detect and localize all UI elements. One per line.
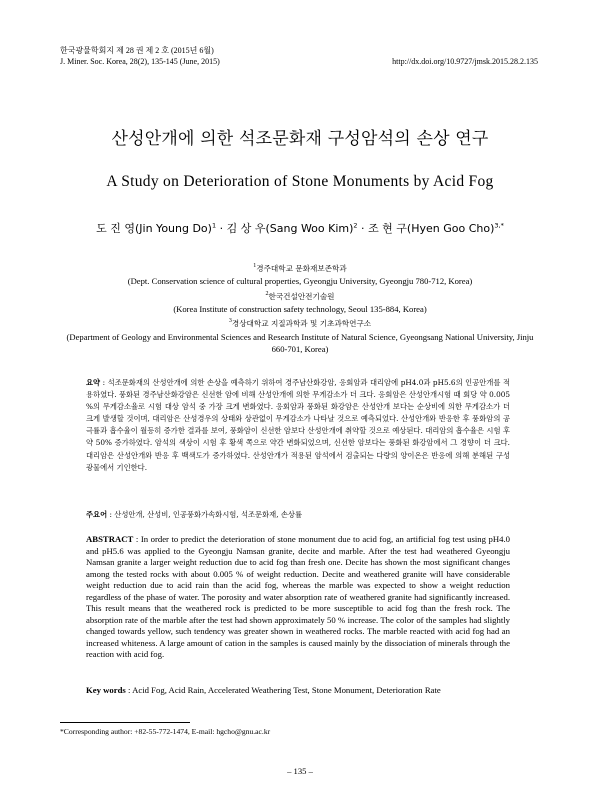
keywords-korean-text: 산성안개, 산성비, 인공풍화가속화시험, 석조문화재, 손상률	[114, 510, 302, 519]
affiliation-korean: $^1$경주대학교 문화재보존학과	[253, 263, 347, 273]
footnote-divider	[60, 722, 190, 723]
author-affiliation-mark: 2	[353, 221, 358, 230]
affiliation-korean: $^3$경상대학교 지질과학과 및 기초과학연구소	[228, 318, 372, 329]
keywords-english-label: Key words	[86, 685, 126, 695]
affiliations	[60, 260, 540, 355]
title-english: A Study on Deterioration of Stone Monuments by Acid Fog	[106, 173, 494, 190]
author-name: 조 현 구(Hyen Goo Cho)	[368, 222, 495, 235]
abstract-korean-text: 석조문화재의 산성안개에 의한 손상을 예측하기 위하여 경주남산화강암, 응회암과 대리암에 pH4.0과 pH5.6의 인공안개를 적용하였다. 풍화된 경주남산화강암은 신선한 암에 비해 산성안개에 의한 무게감소가 더 크다. 응회암은 산성안개시험 때 회당 약 0.005 %의 무게감소율로 시험 대상 암석 중 가장 크게 변화였다. 응회암과 풍화된 화강암은 산성안개 보다는 순상비에 의한 무게감소가 더 크게 발생할 것이며, 대리암은 산성경우의 상태와 상관없이 무게감소가 나타날 것으로 예측되었다. 산성안개와 반응한 후 풍화암의 공극률과 흡수율이 월등히 증가한 결과를 보여, 풍화암이 신선한 암보다 산성안개에 취약할 것으로 예상된다. 대리암의 흡수율은 시험 후 약 50% 증가하였다. 암석의 색상이 시험 후 황색 쪽으로 약간 변화되었으며, 신선한 암보다는 풍화된 화강암에서 그 경향이 더 크다. 대리암은 산성안개와 반응 후 백색도가 증가하였다. 산성안개가 적용된 암석에서 검출되는 다량의 양이온은 반응에 의해 분해된 구성광물에서 기인한다.	[86, 378, 510, 472]
affiliation-english: (Dept. Conservation science of cultural properties, Gyeongju University, Gyeongju 780-712, Korea)	[127, 276, 473, 287]
title-korean: 산성안개에 의한 석조문화재 구성암석의 손상 연구	[111, 129, 489, 149]
author-name: 도 진 영(Jin Young Do)	[96, 222, 212, 235]
author-separator: ·	[357, 222, 369, 235]
author-affiliation-mark: 1	[211, 221, 217, 230]
page-number: – 135 –	[287, 766, 313, 776]
author-affiliation-mark: 3,*	[494, 221, 504, 230]
author-name: 김 상 우(Sang Woo Kim)	[226, 222, 354, 235]
abstract-english-label: ABSTRACT	[86, 534, 134, 544]
affiliation-korean: $^2$한국건설안전기술원	[265, 290, 335, 301]
abstract-korean-label: 요약	[86, 378, 101, 387]
keywords-english-text: Acid Fog, Acid Rain, Accelerated Weathering Test, Stone Monument, Deterioration Rate	[132, 685, 441, 695]
journal-header-english: J. Miner. Soc. Korea, 28(2), 135-145 (June, 2015)	[60, 57, 220, 66]
affiliation-english: (Department of Geology and Environmental Sciences and Research Institute of Natural Science, Gyeongsang National University, Jinju 660-701, Korea)	[66, 331, 534, 355]
journal-header-korean: 한국광물학회지 제 28 권 제 2 호 (2015년 6월)	[60, 46, 214, 55]
doi-link[interactable]: http://dx.doi.org/10.9727/jmsk.2015.28.2.135	[392, 57, 538, 66]
abstract-korean: 요약 : 석조문화재의 산성안개에 의한 손상을 예측하기 위하여 경주남산화강암, 응회암과 대리암에 pH4.0과 pH5.6의 인공안개를 적용하였다. 풍화된 경주남산화강암은 신선한 암에 비해 산성안개에 의한 무게감소가 더 크다. 응회암은 산성안개시험 때 회당 약 0.005 %의 무게감소율로 시험 대상 암석 중 가장 크게 변화였다. 응회암과 풍화된 화강암은 산성안개 보다는 순상비에 의한 무게감소가 더 크게 발생할 것이며, 대리암은 산성경우의 상태와 상관없이 무게감소가 나타날 것으로 예측되었다. 산성안개와 반응한 후 풍화암의 공극률과 흡수율이 월등히 증가한 결과를 보여, 풍화암이 신선한 암보다 산성안개에 취약할 것으로 예상된다. 대리암의 흡수율은 시험 후 약 50% 증가하였다. 암석의 색상이 시험 후 황색 쪽으로 약간 변화되었으며, 신선한 암보다는 풍화된 화강암에서 그 경향이 더 크다. 대리암은 산성안개와 반응 후 백색도가 증가하였다. 산성안개가 적용된 암석에서 검출되는 다량의 양이온은 반응에 의해 분해된 구성광물에서 기인한다.	[86, 378, 510, 472]
affiliation-english: (Korea Institute of construction safety technology, Seoul 135-884, Korea)	[173, 303, 427, 314]
author-separator: ·	[216, 222, 227, 235]
keywords-korean-label: 주요어	[86, 510, 108, 519]
corresponding-author-footnote: *Corresponding author: +82-55-772-1474, E-mail: hgcho@gnu.ac.kr	[60, 727, 271, 736]
abstract-english-text: In order to predict the deterioration of stone monument due to acid fog, an artificial fog test using pH4.0 and pH5.6 was applied to the Gyeongju Namsan granite, decite and marble. After the test had weathered Gyeongju Namsan granite a larger weight reduction due to acid fog than fresh one. Decite has shown the most significant changes among the tested rocks with about 0.005 % of weight reduction. Decite and weathered granite will have considerable weight reduction due to acid rain than the acid fog, whereas the marble was expected to show a weight reduction regardless of the phase of water. The porosity and water absorption rate of weathered granite had significantly increased. This result means that the weathered rock is predicted to be more susceptible to acid fog than the fresh rock. The absorption rate of the marble after the test had shown approximately 50 % increase. The color of the samples had slightly changed towards yellow, such tendency was greater shown in weathered rocks. The marble reacted with acid fog had an increased whiteness. A large amount of cation in the samples is caused mainly by the dissociation of minerals through the reaction with acid fog.	[86, 534, 510, 660]
abstract-english: ABSTRACT : In order to predict the deterioration of stone monument due to acid fog, an artificial fog test using pH4.0 and pH5.6 was applied to the Gyeongju Namsan granite, decite and marble. After the test had weathered Gyeongju Namsan granite a larger weight reduction due to acid fog than fresh one. Decite has shown the most significant changes among the tested rocks with about 0.005 % of weight reduction. Decite and weathered granite will have considerable weight reduction due to acid rain than the acid fog, whereas the marble was expected to show a weight reduction regardless of the phase of water. The porosity and water absorption rate of weathered granite had significantly increased. This result means that the weathered rock is predicted to be more susceptible to acid fog than the fresh rock. The absorption rate of the marble after the test had shown approximately 50 % increase. The color of the samples had slightly changed towards yellow, such tendency was greater shown in weathered rocks. The marble reacted with acid fog had an increased whiteness. A large amount of cation in the samples is caused mainly by the dissociation of minerals through the reaction with acid fog.	[86, 534, 510, 660]
keywords-korean: 주요어 : 산성안개, 산성비, 인공풍화가속화시험, 석조문화재, 손상률	[86, 510, 302, 519]
author-list	[0, 220, 600, 236]
keywords-english: Key words : Acid Fog, Acid Rain, Accelerated Weathering Test, Stone Monument, Deterioration Rate	[86, 685, 441, 695]
